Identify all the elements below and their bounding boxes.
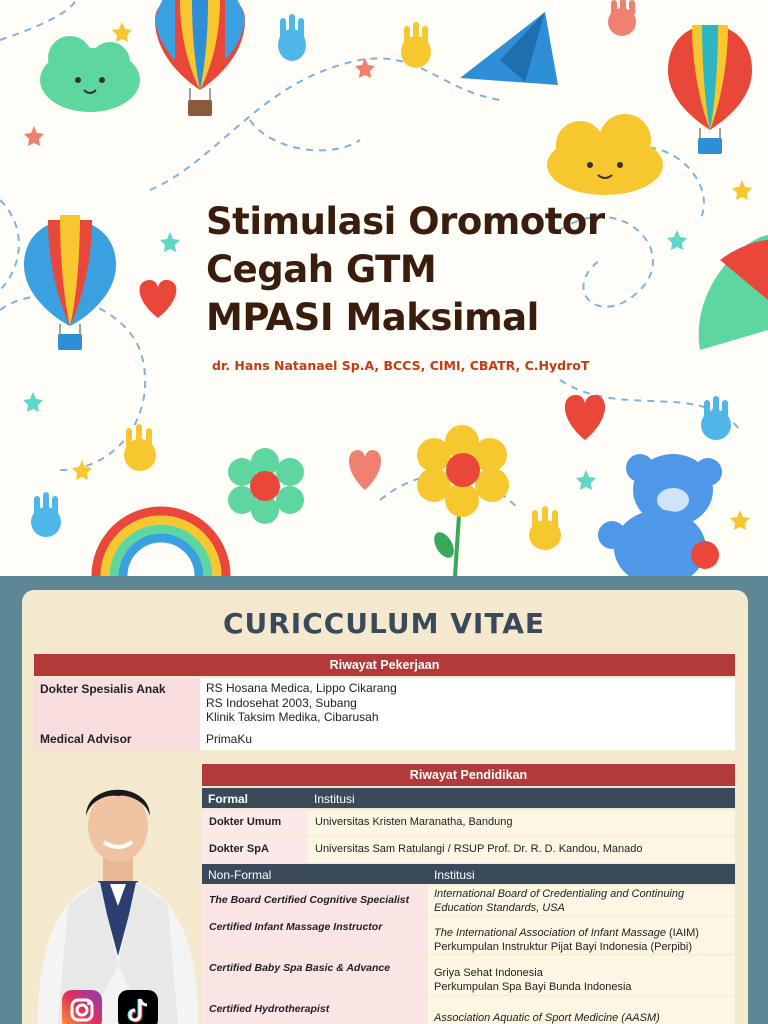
heart-icon [140, 280, 177, 318]
nonformal-col2: Institusi [434, 868, 475, 882]
author-name: dr. Hans Natanael Sp.A, BCCS, CIMI, CBATR, C.HydroT [212, 358, 590, 373]
formal-label-2: Dokter SpA [202, 837, 308, 863]
formal-col2: Institusi [314, 792, 355, 806]
instagram-glyph [62, 990, 102, 1024]
flower-icon [228, 448, 304, 524]
heart-icon [349, 450, 381, 490]
hand-icon [608, 0, 636, 36]
nonformal-col1: Non-Formal [208, 868, 272, 882]
title-line-1: Stimulasi Oromotor [206, 200, 605, 243]
title-line-2: Cegah GTM [206, 248, 437, 291]
nonformal-label-3: Certified Baby Spa Basic & Advance [202, 955, 428, 995]
formal-subheader [202, 788, 735, 808]
nonformal-label-1: The Board Certified Cognitive Specialist [202, 885, 428, 915]
nonformal-value-1 [428, 885, 735, 915]
hand-icon [278, 14, 306, 61]
work-line: RS Indosehat 2003, Subang [206, 695, 357, 710]
paper-plane-icon [460, 12, 558, 85]
rainbow-icon [96, 511, 226, 576]
work-label-2: Medical Advisor [34, 728, 200, 750]
institution-line: Perkumpulan Instruktur Pijat Bayi Indonesia (Perpibi) [434, 941, 693, 953]
cv-slide [0, 576, 768, 1024]
nonformal-value-4 [428, 996, 735, 1024]
nonformal-subheader [202, 864, 735, 884]
institution-line: Perkumpulan Spa Bayi Bunda Indonesia [434, 981, 632, 993]
umbrella-icon [699, 235, 768, 350]
institution-line: Education Standards, USA [434, 902, 565, 914]
tiktok-icon[interactable] [118, 990, 158, 1024]
formal-label-1: Dokter Umum [202, 810, 308, 836]
cv-title: CURICCULUM VITAE [222, 607, 546, 640]
tiktok-glyph [118, 990, 158, 1024]
nonformal-label-4: Certified Hydrotherapist [202, 996, 428, 1024]
hand-icon [401, 22, 431, 68]
heart-icon [565, 395, 605, 440]
institution-line: The International Association of Infant Massage [434, 927, 666, 939]
institution-line: Association Aquatic of Sport Medicine (AASM) [434, 1012, 660, 1024]
nonformal-value-2 [428, 916, 735, 954]
title-line-3: MPASI Maksimal [206, 296, 539, 339]
hand-icon [31, 492, 61, 537]
teddy-bear-icon [598, 454, 722, 576]
instagram-icon[interactable] [62, 990, 102, 1024]
work-line: RS Hosana Medica, Lippo Cikarang [206, 681, 397, 695]
work-header: Riwayat Pekerjaan [34, 654, 735, 676]
doctor-photo [28, 756, 208, 1024]
hot-air-balloon-icon [668, 25, 752, 154]
work-line: Klinik Taksim Medika, Cibarusah [206, 710, 379, 724]
institution-line: International Board of Credentialing and Continuing [434, 888, 685, 900]
cloud-icon [40, 36, 140, 112]
institution-line: Griya Sehat Indonesia [434, 967, 543, 979]
formal-value-2: Universitas Sam Ratulangi / RSUP Prof. Dr. R. D. Kandou, Manado [308, 837, 735, 863]
hot-air-balloon-icon [24, 215, 116, 350]
hand-icon [124, 424, 156, 471]
institution-abbr: (IAIM) [665, 927, 699, 939]
flower-icon [417, 425, 509, 576]
work-label-1: Dokter Spesialis Anak [34, 678, 200, 728]
nonformal-label-2: Certified Infant Massage Instructor [202, 916, 428, 954]
hand-icon [529, 506, 561, 550]
nonformal-value-3 [428, 955, 735, 995]
education-header: Riwayat Pendidikan [202, 764, 735, 786]
slide-title [206, 198, 626, 342]
cloud-icon [547, 114, 663, 195]
formal-col1: Formal [208, 792, 249, 806]
hand-icon [701, 396, 731, 440]
work-value-1 [200, 678, 735, 728]
hot-air-balloon-icon [155, 0, 245, 116]
formal-value-1: Universitas Kristen Maranatha, Bandung [308, 810, 735, 836]
work-value-2: PrimaKu [200, 728, 735, 750]
